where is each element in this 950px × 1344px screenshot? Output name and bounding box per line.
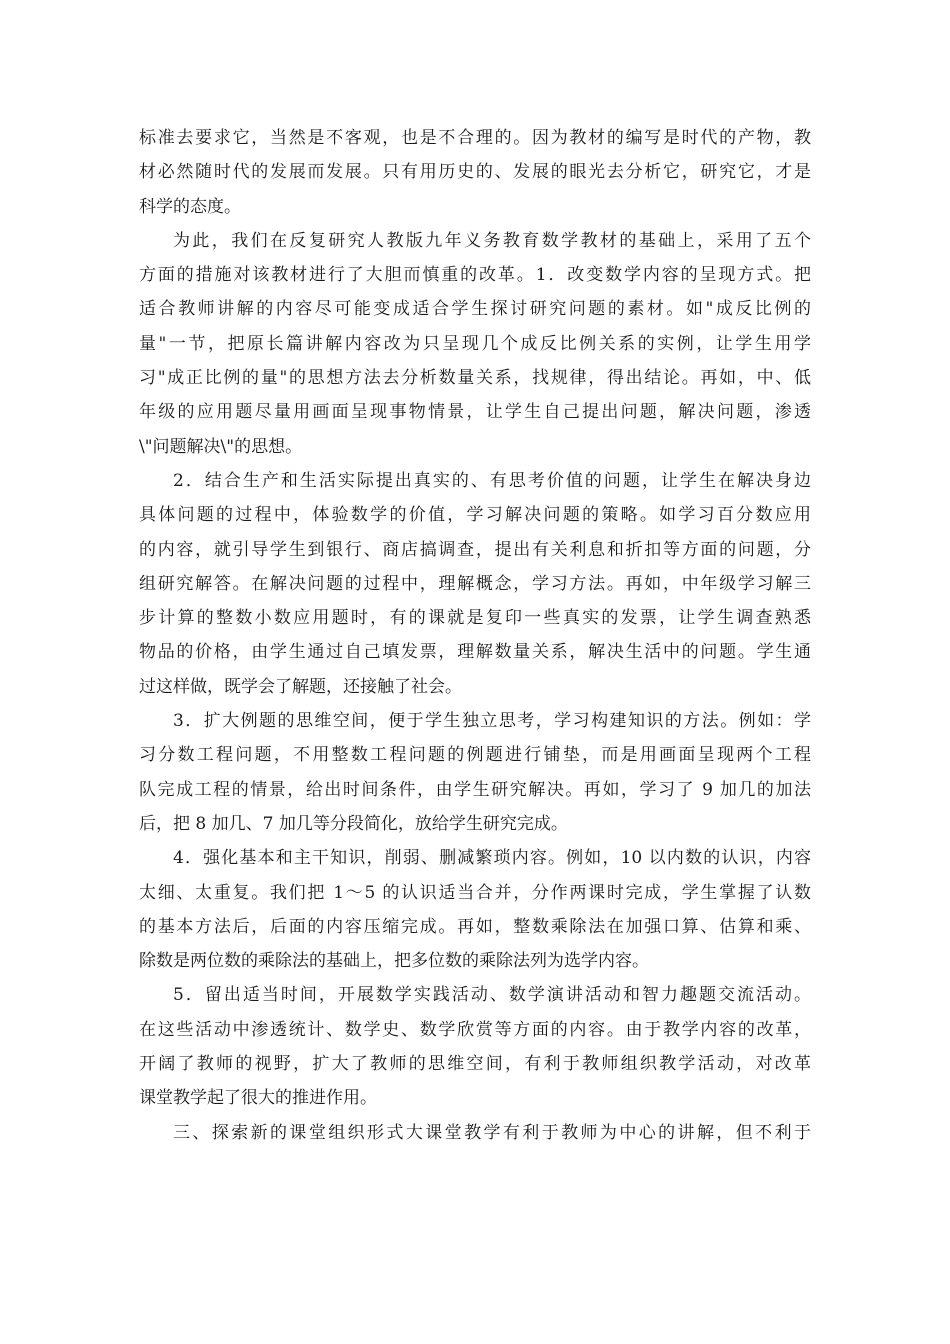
text-line: 除数是两位数的乘除法的基础上，把多位数的乘除法列为选学内容。 (139, 951, 649, 972)
text-line: 过这样做，既学会了解题，还接触了社会。 (139, 676, 462, 697)
text-line: 步计算的整数小数应用题时，有的课就是复印一些真实的发票，让学生调查熟悉 (139, 608, 811, 629)
text-line: 的内容，就引导学生到银行、商店搞调查，提出有关利息和折扣等方面的问题，分 (139, 539, 811, 560)
text-line: \"问题解决\"的思想。 (139, 436, 303, 457)
text-line: 组研究解答。在解决问题的过程中，理解概念，学习方法。再如，中年级学习解三 (139, 573, 811, 594)
text-line: 适合教师讲解的内容尽可能变成适合学生探讨研究问题的素材。如"成反比例的 (139, 299, 811, 320)
text-line: 5．留出适当时间，开展数学实践活动、数学演讲活动和智力趣题交流活动。 (173, 985, 811, 1006)
text-line: 3．扩大例题的思维空间，便于学生独立思考，学习构建知识的方法。例如：学 (173, 711, 811, 732)
text-line: 方面的措施对该教材进行了大胆而慎重的改革。1．改变数学内容的呈现方式。把 (139, 265, 811, 286)
document-page (139, 121, 811, 1150)
text-line: 标准去要求它，当然是不客观，也是不合理的。因为教材的编写是时代的产物，教 (139, 128, 811, 148)
text-line: 材必然随时代的发展而发展。只有用历史的、发展的眼光去分析它，研究它，才是 (139, 162, 811, 183)
text-line: 年级的应用题尽量用画面呈现事物情景，让学生自己提出问题，解决问题，渗透 (139, 402, 811, 423)
text-line: 在这些活动中渗透统计、数学史、数学欣赏等方面的内容。由于教学内容的改革， (139, 1019, 811, 1040)
text-line: 三、探索新的课堂组织形式大课堂教学有利于教师为中心的讲解，但不利于 (173, 1122, 811, 1143)
text-line: 队完成工程的情景，给出时间条件，由学生研究解决。再如，学习了 9 加几的加法 (139, 779, 811, 800)
text-line: 量"一节，把原长篇讲解内容改为只呈现几个成反比例关系的实例，让学生用学 (139, 333, 811, 354)
text-line: 为此，我们在反复研究人教版九年义务教育数学教材的基础上，采用了五个 (173, 230, 811, 251)
text-line: 课堂教学起了很大的推进作用。 (139, 1088, 377, 1109)
text-line: 2．结合生产和生活实际提出真实的、有思考价值的问题，让学生在解决身边 (173, 470, 811, 491)
text-line: 科学的态度。 (139, 196, 241, 217)
text-line: 习分数工程问题，不用整数工程问题的例题进行铺垫，而是用画面呈现两个工程 (139, 745, 811, 766)
text-line: 习"成正比例的量"的思想方法去分析数量关系，找规律，得出结论。再如，中、低 (139, 368, 811, 389)
text-line: 具体问题的过程中，体验数学的价值，学习解决问题的策略。如学习百分数应用 (139, 505, 811, 526)
text-line: 4．强化基本和主干知识，削弱、删减繁琐内容。例如，10 以内数的认识，内容 (173, 848, 811, 869)
text-line: 太细、太重复。我们把 1～5 的认识适当合并，分作两课时完成，学生掌握了认数 (139, 882, 811, 903)
text-line: 后，把 8 加几、7 加几等分段简化，放给学生研究完成。 (139, 813, 568, 834)
text-line: 开阔了教师的视野，扩大了教师的思维空间，有利于教师组织教学活动，对改革 (139, 1054, 811, 1075)
text-line: 的基本方法后，后面的内容压缩完成。再如，整数乘除法在加强口算、估算和乘、 (139, 916, 811, 937)
text-line: 物品的价格，由学生通过自己填发票，理解数量关系，解决生活中的问题。学生通 (139, 642, 811, 663)
